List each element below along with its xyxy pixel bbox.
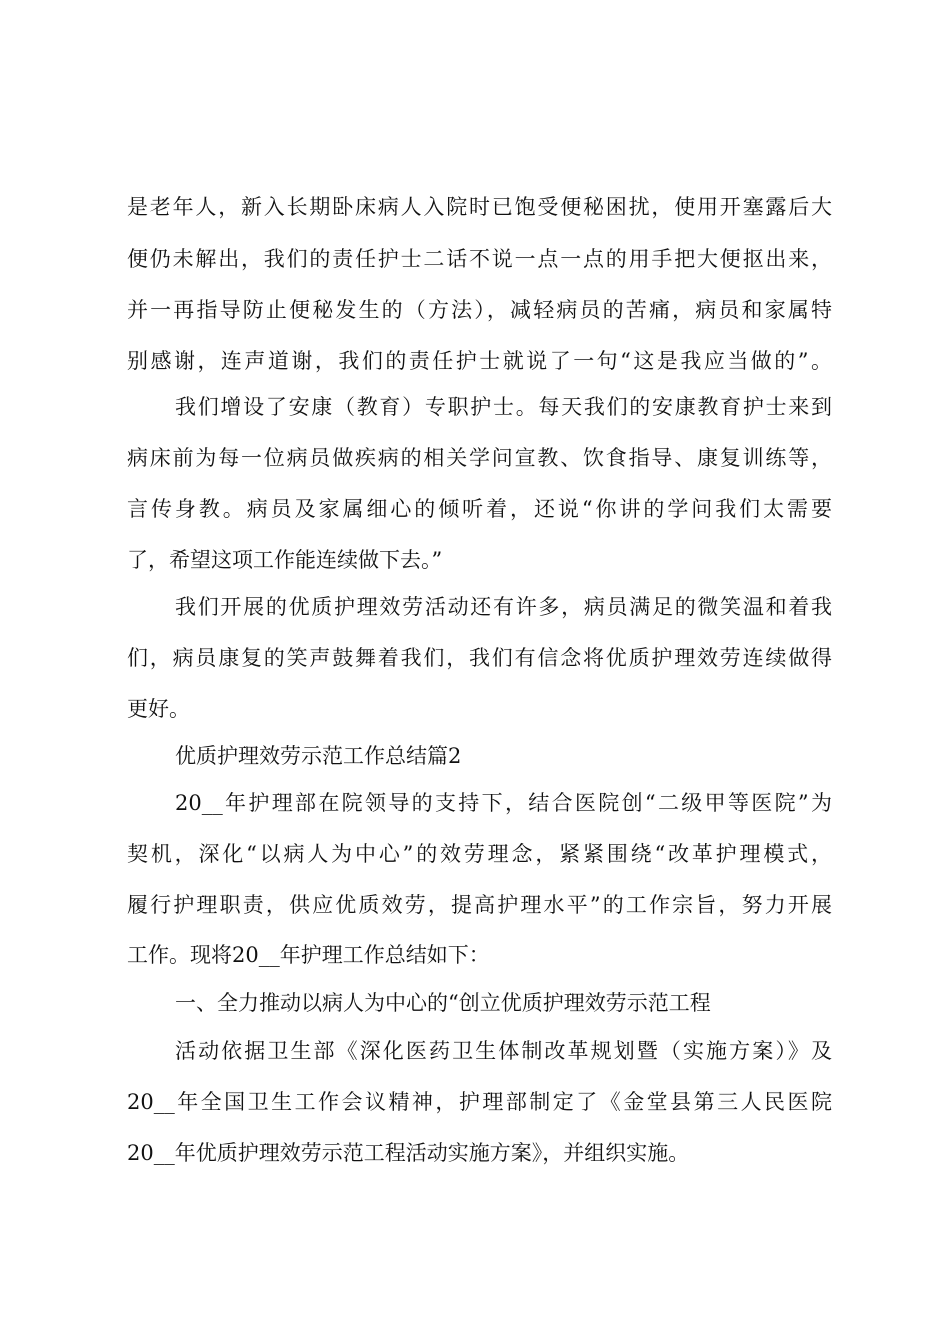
paragraph-line: 言传身教。病员及家属细心的倾听着，还说“你讲的学问我们太需要 xyxy=(127,497,832,521)
paragraph-line: 我们开展的优质护理效劳活动还有许多，病员满足的微笑温和着我 xyxy=(175,595,832,619)
paragraph-line: 是老年人，新入长期卧床病人入院时已饱受便秘困扰，使用开塞露后大 xyxy=(127,195,832,219)
paragraph-line: 契机，深化“以病人为中心”的效劳理念，紧紧围绕“改革护理模式， xyxy=(127,842,832,866)
paragraph-line: 病床前为每一位病员做疾病的相关学问宣教、饮食指导、康复训练等， xyxy=(127,446,832,470)
paragraph-line: 20__年护理部在院领导的支持下，结合医院创“二级甲等医院”为 xyxy=(175,791,832,815)
paragraph-line: 履行护理职责，供应优质效劳，提高护理水平”的工作宗旨，努力开展 xyxy=(127,893,832,917)
paragraph-line: 别感谢，连声道谢，我们的责任护士就说了一句“这是我应当做的”。 xyxy=(127,349,832,373)
paragraph-line: 并一再指导防止便秘发生的（方法），减轻病员的苦痛，病员和家属特 xyxy=(127,298,832,322)
paragraph-line: 20__年全国卫生工作会议精神，护理部制定了《金堂县第三人民医院 xyxy=(127,1090,832,1114)
paragraph-line: 20__年优质护理效劳示范工程活动实施方案》，并组织实施。 xyxy=(127,1141,690,1165)
paragraph-line: 活动依据卫生部《深化医药卫生体制改革规划暨（实施方案）》及 xyxy=(175,1039,832,1063)
section-heading: 优质护理效劳示范工作总结篇2 xyxy=(175,744,462,768)
paragraph-line: 更好。 xyxy=(127,697,190,721)
paragraph-line: 了，希望这项工作能连续做下去。” xyxy=(127,548,443,572)
subsection-heading: 一、全力推动以病人为中心的“创立优质护理效劳示范工程 xyxy=(175,991,711,1015)
paragraph-line: 便仍未解出，我们的责任护士二话不说一点一点的用手把大便抠出来， xyxy=(127,247,832,271)
paragraph-line: 工作。现将20__年护理工作总结如下： xyxy=(127,943,490,967)
paragraph-line: 我们增设了安康（教育）专职护士。每天我们的安康教育护士来到 xyxy=(175,395,832,419)
paragraph-line: 们，病员康复的笑声鼓舞着我们，我们有信念将优质护理效劳连续做得 xyxy=(127,646,832,670)
